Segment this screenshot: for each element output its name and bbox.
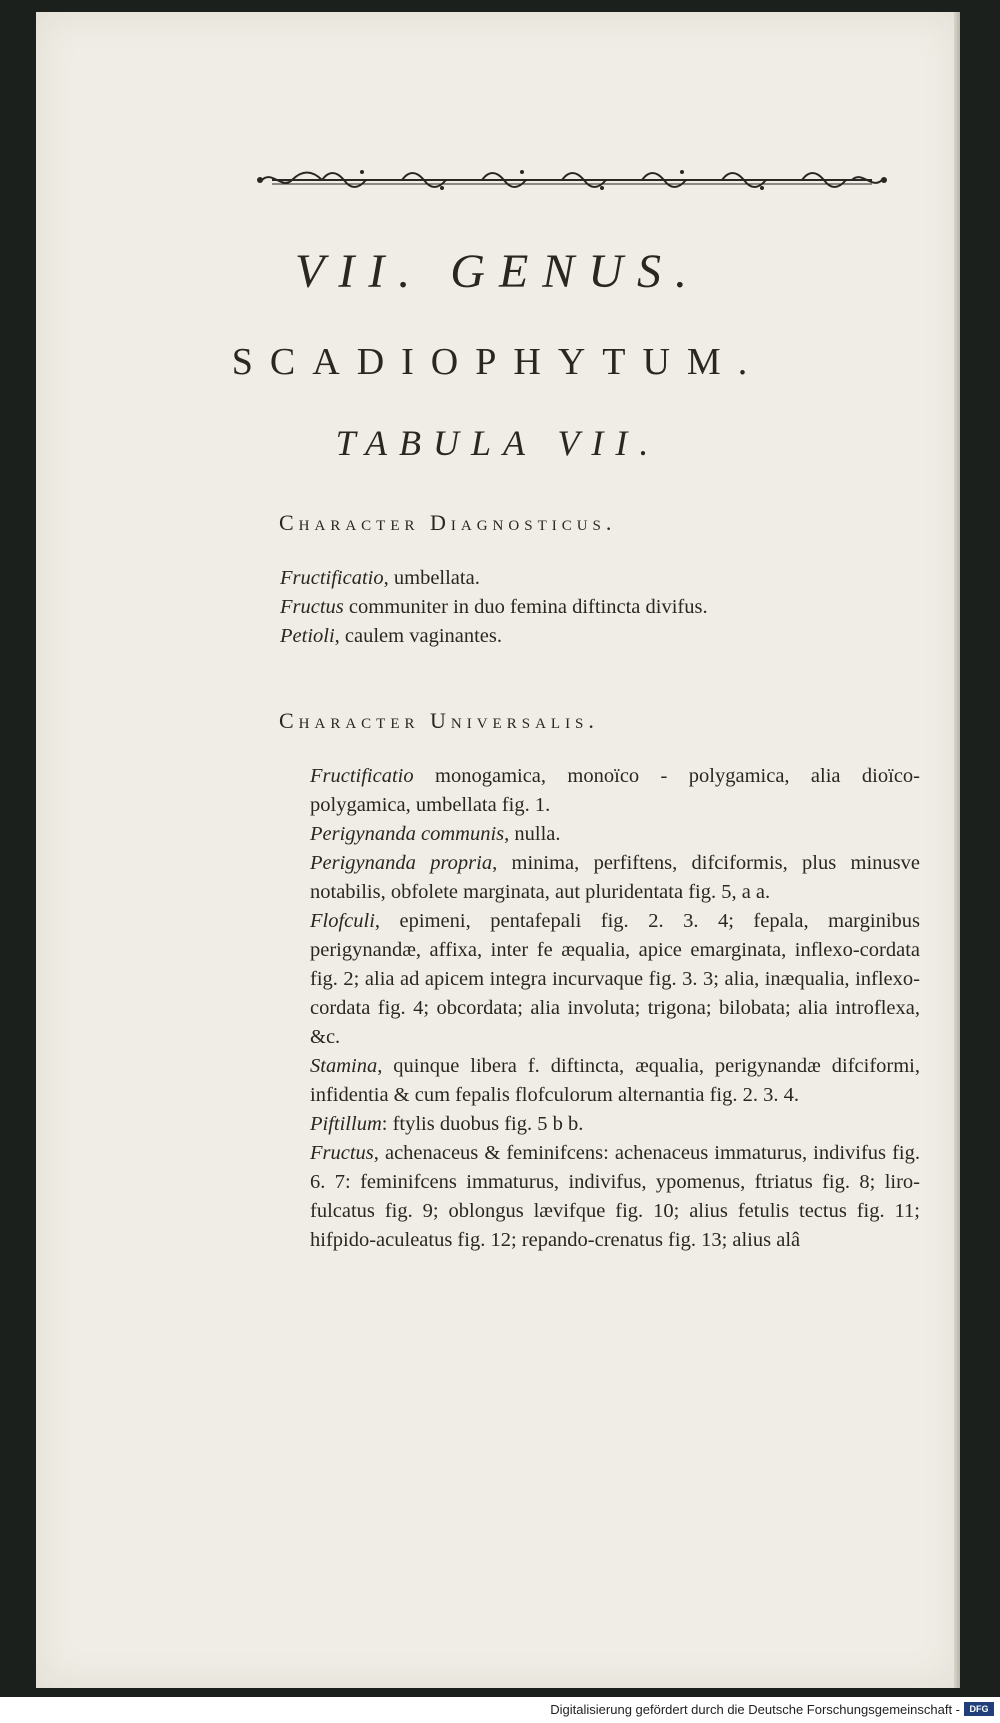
- universal-paragraph: Fructificatio monogamica, monoïco - polygamica, alia dioïco-polygamica, umbellata fig. 1.: [310, 765, 920, 816]
- dfg-logo-icon: DFG: [964, 1702, 994, 1716]
- book-page: [36, 12, 960, 1688]
- universal-paragraph: Flofculi, epimeni, pentafepali fig. 2. 3. 4; fepala, marginibus perigynandæ, affixa, inter fe æqualia, apice emarginata, inflexo-cordata fig. 2; alia ad apicem integra incurvaque fig. 3. 3; alia, inæqualia, inflexo-cordata fig. 4; obcordata; alia involuta; trigona; bilobata; alia introflexa, &c.: [310, 910, 920, 1048]
- digitization-footer: [0, 1697, 1000, 1723]
- universal-character-title: Character Universalis.: [279, 708, 599, 733]
- genus-heading: VII. GENUS.: [295, 245, 701, 298]
- universal-character-text: [280, 762, 920, 1255]
- diagnostic-character-title: Character Diagnosticus.: [279, 510, 617, 535]
- genus-name: SCADIOPHYTUM.: [231, 341, 765, 383]
- universal-paragraph: Piftillum: ftylis duobus fig. 5 b b.: [310, 1113, 584, 1135]
- universal-paragraph: Perigynanda propria, minima, perfiftens, difciformis, plus minusve notabilis, obfolete marginata, aut pluridentata fig. 5, a a.: [310, 852, 920, 903]
- universal-paragraph: Fructus, achenaceus & feminifcens: achenaceus immaturus, indivifus fig. 6. 7: feminifcens immaturus, indivifus, ypomenus, ftriatus fig. 8; liro-fulcatus fig. 9; oblongus lævifque fig. 10; alius fetulis tectus fig. 11; hifpido-aculeatus fig. 12; repando-crenatus fig. 13; alius alâ: [310, 1142, 920, 1251]
- diagnostic-character-text: [280, 564, 920, 651]
- footer-credit: Digitalisierung gefördert durch die Deutsche Forschungsgemeinschaft -: [550, 1702, 960, 1717]
- universal-paragraph: Perigynanda communis, nulla.: [310, 823, 561, 845]
- decorative-border-icon: [252, 162, 892, 198]
- plate-heading: TABULA VII.: [335, 423, 661, 463]
- diagnostic-line: Petioli, caulem vaginantes.: [280, 625, 503, 647]
- universal-paragraph: Stamina, quinque libera f. diftincta, æqualia, perigynandæ difciformi, infidentia & cum fepalis flofculorum alternantia fig. 2. 3. 4.: [310, 1055, 920, 1106]
- diagnostic-line: Fructus communiter in duo femina diftincta divifus.: [280, 596, 708, 618]
- diagnostic-line: Fructificatio, umbellata.: [280, 567, 480, 589]
